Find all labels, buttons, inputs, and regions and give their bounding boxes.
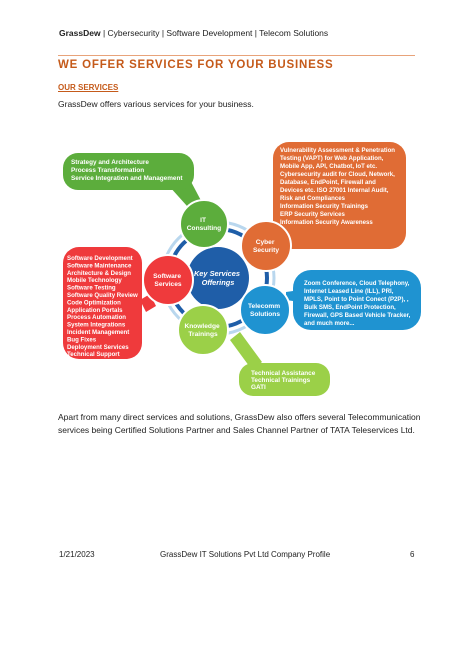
node-cyber-security <box>241 221 291 271</box>
body-paragraph: Apart from many direct services and solutions, GrassDew also offers several Telecommunication services being Certified Solutions Partner and Sales Channel Partner of TATA Teleservices Ltd. <box>58 412 421 435</box>
footer-page-number: 6 <box>410 550 415 559</box>
bubble-knowledge-line: Technical Assistance <box>251 370 316 377</box>
bubble-telecom-line: Internet Leased Line (ILL), PRI, <box>304 288 394 295</box>
bubble-software-line: Incident Management <box>67 329 130 336</box>
bubble-cyber-line: Testing (VAPT) for Web Application, <box>280 155 384 162</box>
bubble-it-line: Process Transformation <box>71 167 145 174</box>
section-subheading: OUR SERVICES <box>58 83 119 92</box>
bubble-software-line: Bug Fixes <box>67 336 97 344</box>
node-software <box>143 255 193 305</box>
bubble-knowledge-line: GATI <box>251 384 266 391</box>
bubble-software-line: Code Optimization <box>67 299 121 307</box>
header-brand: GrassDew <box>59 28 101 38</box>
footer-date: 1/21/2023 <box>59 550 95 559</box>
bubble-cyber-line: Mobile App, API, Chatbot, IoT etc. <box>280 163 378 170</box>
node-it-line: Consulting <box>186 225 222 232</box>
bubble-knowledge-line: Technical Trainings <box>251 377 311 384</box>
bubble-software-line: Software Development <box>67 255 133 262</box>
node-it-consulting <box>180 200 228 248</box>
node-telecom <box>240 285 290 335</box>
bubble-software-line: Software Maintenance <box>67 262 132 270</box>
bubble-cyber-line: ERP Security Services <box>280 211 345 218</box>
bubble-cyber-line: Risk and Compliances <box>280 195 346 202</box>
center-line: Offerings <box>201 278 235 287</box>
bubble-telecom-line: and much more... <box>304 320 355 327</box>
bubble-software-line: Mobile Technology <box>67 277 122 285</box>
header-tagline: | Cybersecurity | Software Development | Telecom Solutions <box>100 28 329 38</box>
node-knowledge-line: Knowledge <box>184 323 220 330</box>
bubble-software-line: Technical Support <box>67 351 120 359</box>
footer-title: GrassDew IT Solutions Pvt Ltd Company Profile <box>160 550 331 559</box>
bubble-cyber-line: Information Security Awareness <box>280 219 373 226</box>
bubble-software-line: Architecture & Design <box>67 269 131 277</box>
node-telecom-line: Solutions <box>249 311 281 318</box>
node-knowledge-label <box>184 323 221 338</box>
bubble-telecom-line: Firewall, GPS Based Vehicle Tracker, <box>304 312 411 319</box>
intro-text: GrassDew offers various services for your business. <box>58 99 254 109</box>
node-it-line: IT <box>200 217 207 224</box>
bubble-telecom-line: Bulk SMS, EndPoint Protection, <box>304 304 396 311</box>
node-software-label <box>153 273 183 288</box>
bubble-software-line: Application Portals <box>67 306 123 314</box>
bubble-software-line: System Integrations <box>67 321 126 329</box>
page-heading: WE OFFER SERVICES FOR YOUR BUSINESS <box>58 59 334 71</box>
node-telecom-line: Telecomm <box>248 303 281 310</box>
bubble-cyber-line: Database, EndPoint, Firewall and <box>280 179 376 186</box>
node-software-line: Software <box>153 273 182 280</box>
bubble-software-line: Software Testing <box>67 284 116 292</box>
node-cyber-line: Cyber <box>255 239 275 246</box>
node-software-line: Services <box>154 281 182 288</box>
bubble-it-line: Strategy and Architecture <box>71 159 149 166</box>
bubble-telecom-line: MPLS, Point to Point Conect (P2P), , <box>304 296 409 303</box>
bubble-software-line: Process Automation <box>67 314 127 322</box>
node-telecom-label <box>248 303 282 318</box>
bubble-cyber-line: Devices etc. ISO 27001 Internal Audit, <box>280 187 389 194</box>
node-cyber-line: Security <box>252 247 280 254</box>
bubble-cyber-line: Cybersecurity audit for Cloud, Network, <box>280 171 395 178</box>
node-knowledge <box>178 305 228 355</box>
bubble-software-line: Deployment Services <box>67 343 129 351</box>
bubble-telecom-line: Zoom Conference, Cloud Telephony, <box>304 280 410 287</box>
bubble-cyber-line: Vulnerability Assessment & Penetration <box>280 147 396 154</box>
node-knowledge-line: Trainings <box>188 331 218 338</box>
center-line: Key Services <box>193 269 240 278</box>
bubble-software-line: Software Quality Review <box>67 292 138 299</box>
bubble-it-line: Service Integration and Management <box>71 175 183 182</box>
bubble-cyber-line: Information Security Trainings <box>280 203 369 210</box>
node-cyber-label <box>253 239 279 254</box>
